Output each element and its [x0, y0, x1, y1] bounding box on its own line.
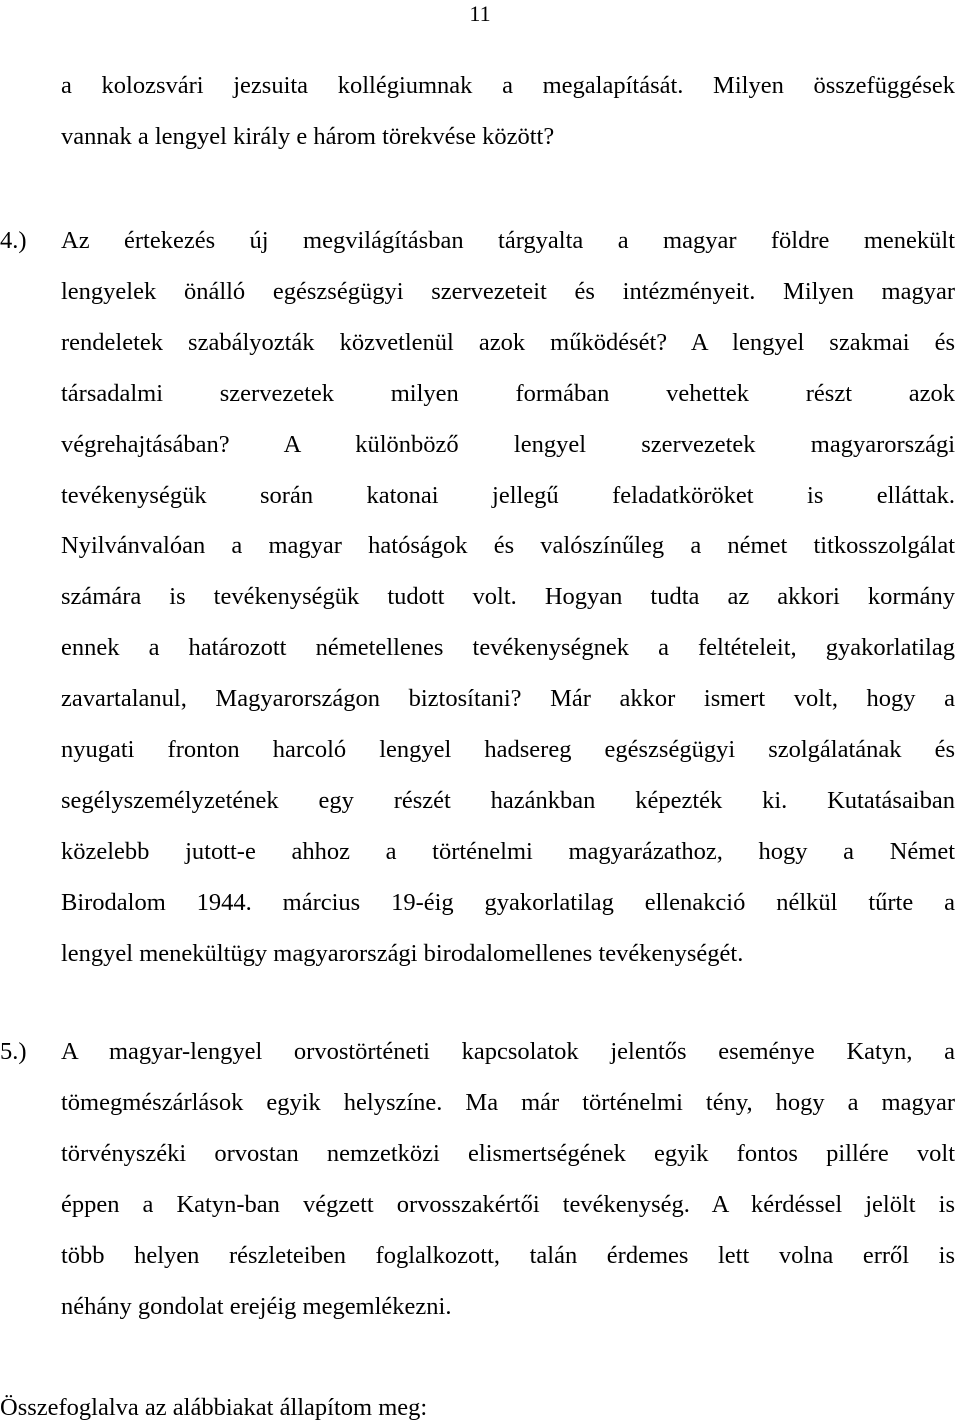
- paragraph-line: számára is tevékenységük tudott volt. Hogyan tudta az akkori kormány: [61, 583, 955, 611]
- paragraph-line: [0, 1027, 955, 1078]
- paragraph-question-4: [0, 216, 955, 980]
- paragraph-line-text: A magyar-lengyel orvostörténeti kapcsolatok jelentős eseménye Katyn, a: [61, 1038, 955, 1065]
- paragraph-continuation: [61, 61, 955, 163]
- paragraph-line: ennek a határozott németellenes tevékenységnek a feltételeit, gyakorlatilag: [61, 634, 955, 662]
- paragraph-line: zavartalanul, Magyarországon biztosítani? Már akkor ismert volt, hogy a: [61, 685, 955, 713]
- paragraph-line: a kolozsvári jezsuita kollégiumnak a megalapítását. Milyen összefüggések: [61, 72, 955, 99]
- paragraph-line: lengyelek önálló egészségügyi szervezeteit és intézményeit. Milyen magyar: [61, 277, 955, 305]
- paragraph-line: törvényszéki orvostan nemzetközi elismertségének egyik fontos pillére volt: [61, 1139, 955, 1167]
- question-number: 5.): [0, 1038, 27, 1065]
- paragraph-line: lengyel menekültügy magyarországi birodalomellenes tevékenységét.: [61, 939, 744, 967]
- paragraph-line: vannak a lengyel király e három törekvése között?: [61, 122, 555, 150]
- question-number: 4.): [0, 227, 27, 254]
- page-number: 11: [469, 1, 491, 26]
- paragraph-line: tevékenységük során katonai jellegű feladatköröket is elláttak.: [61, 481, 955, 509]
- paragraph-line-text: Az értekezés új megvilágításban tárgyalta a magyar földre menekült: [61, 227, 955, 254]
- paragraph-line: több helyen részleteiben foglalkozott, talán érdemes lett volna erről is: [61, 1241, 955, 1269]
- paragraph-line: [0, 216, 955, 267]
- paragraph-line: Birodalom 1944. március 19-éig gyakorlatilag ellenakció nélkül tűrte a: [61, 888, 955, 916]
- paragraph-line: közelebb jutott-e ahhoz a történelmi magyarázathoz, hogy a Német: [61, 837, 955, 865]
- paragraph-question-5: [0, 1027, 955, 1332]
- summary-heading: Összefoglalva az alábbiakat állapítom meg:: [0, 1394, 428, 1421]
- paragraph-line: rendeletek szabályozták közvetlenül azok működését? A lengyel szakmai és: [61, 328, 955, 356]
- paragraph-line: Nyilvánvalóan a magyar hatóságok és valószínűleg a német titkosszolgálat: [61, 532, 955, 560]
- paragraph-line: éppen a Katyn-ban végzett orvosszakértői tevékenység. A kérdéssel jelölt is: [61, 1190, 955, 1218]
- paragraph-line: nyugati fronton harcoló lengyel hadsereg egészségügyi szolgálatának és: [61, 736, 955, 764]
- paragraph-line: néhány gondolat erejéig megemlékezni.: [61, 1292, 452, 1320]
- paragraph-line: segélyszemélyzetének egy részét hazánkban képezték ki. Kutatásaiban: [61, 786, 955, 814]
- paragraph-line: tömegmészárlások egyik helyszíne. Ma már történelmi tény, hogy a magyar: [61, 1088, 955, 1116]
- paragraph-line: társadalmi szervezetek milyen formában vehettek részt azok: [61, 379, 955, 407]
- paragraph-line: végrehajtásában? A különböző lengyel szervezetek magyarországi: [61, 430, 955, 458]
